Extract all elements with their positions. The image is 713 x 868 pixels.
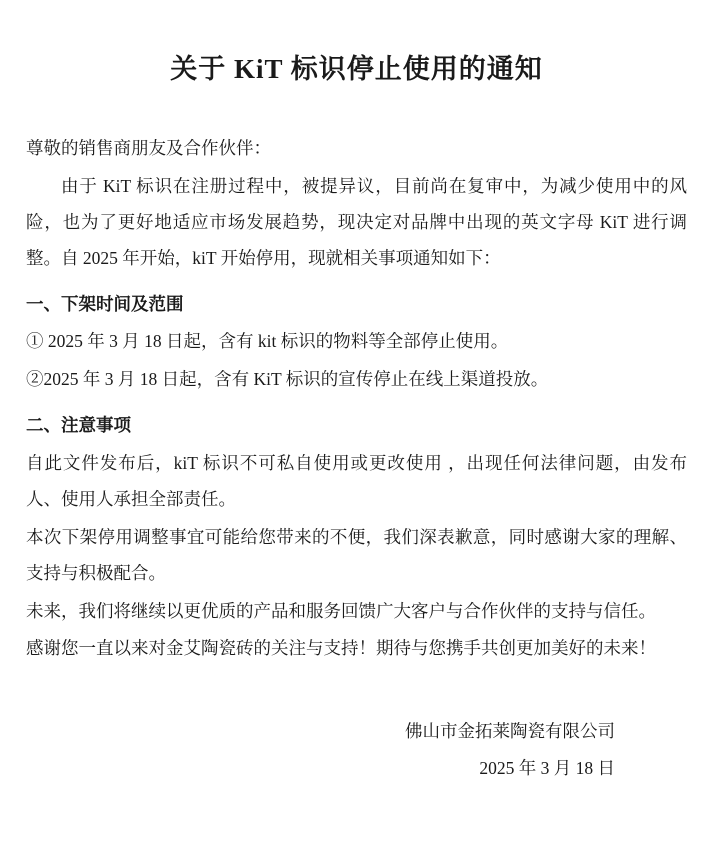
list-item: ① 2025 年 3 月 18 日起，含有 kit 标识的物料等全部停止使用。 — [26, 331, 509, 352]
signature-company: 佛山市金拓莱陶瓷有限公司 — [405, 721, 615, 742]
section-heading-2: 二、注意事项 — [26, 415, 131, 436]
intro-paragraph: 由于 KiT 标识在注册过程中，被提异议，目前尚在复审中，为减少使用中的风险，也为了更好地适应市场发展趋势，现决定对品牌中出现的英文字母 KiT 进行调整。自 2025 年开始，kiT 开始停用，现就相关事项通知如下： — [26, 175, 687, 268]
section-heading-1: 一、下架时间及范围 — [26, 293, 184, 314]
salutation: 尊敬的销售商朋友及合作伙伴： — [26, 138, 271, 159]
document-body — [26, 131, 687, 667]
list-item: ②2025 年 3 月 18 日起，含有 KiT 标识的宣传停止在线上渠道投放。 — [26, 369, 549, 390]
body-paragraph: 感谢您一直以来对金艾陶瓷砖的关注与支持！期待与您携手共创更加美好的未来！ — [26, 638, 656, 659]
body-paragraph: 自此文件发布后，kiT 标识不可私自使用或更改使用 ，出现任何法律问题，由发布人、使用人承担全部责任。 — [26, 453, 687, 509]
body-paragraph: 本次下架停用调整事宜可能给您带来的不便，我们深表歉意，同时感谢大家的理解、支持与积极配合。 — [26, 526, 687, 583]
body-paragraph: 未来，我们将继续以更优质的产品和服务回馈广大客户与合作伙伴的支持与信任。 — [26, 600, 656, 621]
signature-block — [26, 713, 687, 787]
signature-date: 2025 年 3 月 18 日 — [479, 758, 615, 779]
page-title: 关于 KiT 标识停止使用的通知 — [170, 54, 543, 84]
